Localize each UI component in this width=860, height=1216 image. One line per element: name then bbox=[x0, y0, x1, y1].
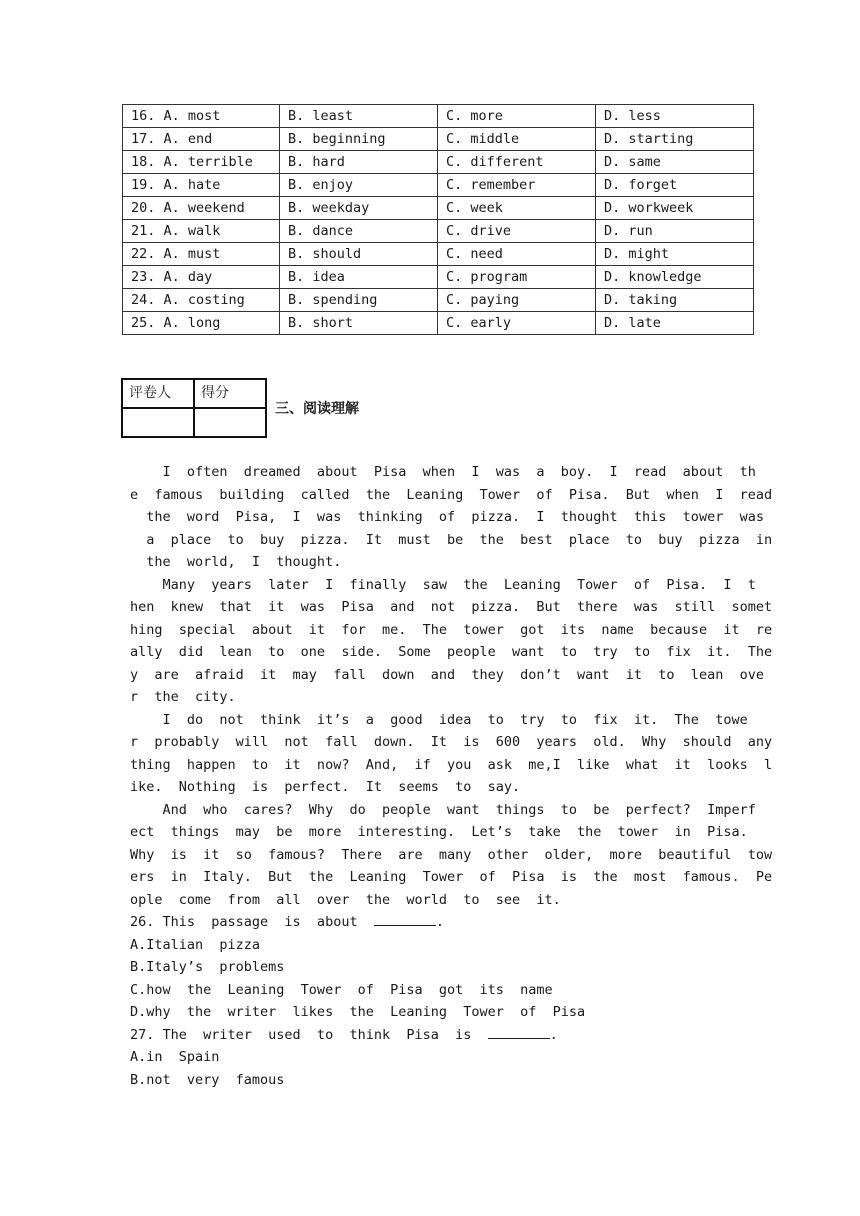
option-cell: C. week bbox=[438, 197, 596, 220]
option-cell: B. beginning bbox=[280, 128, 438, 151]
option-cell: B. weekday bbox=[280, 197, 438, 220]
passage-line: I do not think it’s a good idea to try to fix it. The towe bbox=[130, 711, 748, 728]
question-stem bbox=[130, 911, 730, 934]
table-row bbox=[123, 220, 754, 243]
table-row bbox=[123, 151, 754, 174]
option-cell: B. should bbox=[280, 243, 438, 266]
option-cell: D. might bbox=[596, 243, 754, 266]
answer-blank bbox=[488, 1024, 550, 1039]
passage-line: I often dreamed about Pisa when I was a boy. I read about th bbox=[130, 464, 756, 480]
option-cell: B. idea bbox=[280, 266, 438, 289]
option-cell: B. hard bbox=[280, 151, 438, 174]
answer-choice: A.in Spain bbox=[130, 1049, 220, 1065]
passage-line: Many years later I finally saw the Leaning Tower of Pisa. I t bbox=[130, 576, 756, 593]
answer-choice: A.Italian pizza bbox=[130, 936, 261, 953]
option-cell: D. less bbox=[596, 105, 754, 128]
option-cell: 17. A. end bbox=[123, 128, 280, 151]
passage-line: the word Pisa, I was thinking of pizza. I thought this tower was bbox=[130, 509, 764, 525]
score-label: 得分 bbox=[194, 379, 266, 408]
passage-line: hen knew that it was Pisa and not pizza. But there was still somet bbox=[130, 599, 773, 615]
options-table bbox=[122, 104, 754, 335]
option-cell: B. least bbox=[280, 105, 438, 128]
option-cell: B. short bbox=[280, 312, 438, 335]
option-cell: B. enjoy bbox=[280, 174, 438, 197]
section-title: 三、阅读理解 bbox=[275, 401, 359, 417]
option-cell: B. spending bbox=[280, 289, 438, 312]
table-row bbox=[123, 312, 754, 335]
option-cell: C. middle bbox=[438, 128, 596, 151]
option-cell: 23. A. day bbox=[123, 266, 280, 289]
option-cell: 24. A. costing bbox=[123, 289, 280, 312]
passage-line: ople come from all over the world to see it. bbox=[130, 891, 561, 908]
option-cell: D. knowledge bbox=[596, 266, 754, 289]
option-cell: D. late bbox=[596, 312, 754, 335]
passage-line: hing special about it for me. The tower got its name because it re bbox=[130, 621, 773, 638]
table-row bbox=[123, 289, 754, 312]
passage-line: y are afraid it may fall down and they don’t want it to lean ove bbox=[130, 666, 764, 683]
answer-blank bbox=[374, 911, 436, 926]
passage-line: ally did lean to one side. Some people want to try to fix it. The bbox=[130, 644, 773, 660]
reviewer-value bbox=[122, 408, 194, 437]
option-cell: 21. A. walk bbox=[123, 220, 280, 243]
passage-line: r probably will not fall down. It is 600 years old. Why should any bbox=[130, 734, 773, 750]
passage-line: ike. Nothing is perfect. It seems to say. bbox=[130, 779, 521, 795]
option-cell: C. drive bbox=[438, 220, 596, 243]
question-stem-end: . bbox=[549, 1026, 558, 1043]
reading-passage bbox=[130, 461, 773, 1091]
grader-value-row bbox=[122, 408, 266, 437]
option-cell: D. run bbox=[596, 220, 754, 243]
option-cell: 18. A. terrible bbox=[123, 151, 280, 174]
score-value bbox=[194, 408, 266, 437]
question-stem-end: . bbox=[435, 914, 444, 930]
grader-box bbox=[121, 378, 267, 438]
option-cell: C. need bbox=[438, 243, 596, 266]
options-table-body bbox=[123, 105, 754, 335]
option-cell: 20. A. weekend bbox=[123, 197, 280, 220]
option-cell: 25. A. long bbox=[123, 312, 280, 335]
answer-choice: B.Italy’s problems bbox=[130, 959, 285, 975]
passage-line: ect things may be more interesting. Let’s take the tower in Pisa. bbox=[130, 824, 748, 840]
table-row bbox=[123, 243, 754, 266]
option-cell: 16. A. most bbox=[123, 105, 280, 128]
passage-line: e famous building called the Leaning Tower of Pisa. But when I read bbox=[130, 486, 773, 503]
table-row bbox=[123, 266, 754, 289]
option-cell: D. same bbox=[596, 151, 754, 174]
table-row bbox=[123, 174, 754, 197]
answer-choice: D.why the writer likes the Leaning Tower of Pisa bbox=[130, 1004, 586, 1020]
question-stem-text: 27. The writer used to think Pisa is bbox=[130, 1026, 488, 1043]
option-cell: C. different bbox=[438, 151, 596, 174]
reviewer-label: 评卷人 bbox=[122, 379, 194, 408]
option-cell: C. remember bbox=[438, 174, 596, 197]
option-cell: D. taking bbox=[596, 289, 754, 312]
option-cell: C. early bbox=[438, 312, 596, 335]
passage-line: ers in Italy. But the Leaning Tower of Pisa is the most famous. Pe bbox=[130, 869, 773, 885]
option-cell: D. workweek bbox=[596, 197, 754, 220]
option-cell: 22. A. must bbox=[123, 243, 280, 266]
passage-line: Why is it so famous? There are many other older, more beautiful tow bbox=[130, 846, 773, 863]
option-cell: C. more bbox=[438, 105, 596, 128]
passage-line: And who cares? Why do people want things to be perfect? Imperf bbox=[130, 801, 756, 818]
option-cell: D. forget bbox=[596, 174, 754, 197]
passage-line: the world, I thought. bbox=[130, 554, 342, 570]
table-row bbox=[123, 105, 754, 128]
question-stem bbox=[130, 1024, 730, 1047]
passage-line: a place to buy pizza. It must be the best place to buy pizza in bbox=[130, 531, 773, 548]
question-stem-text: 26. This passage is about bbox=[130, 914, 374, 930]
table-row bbox=[123, 197, 754, 220]
passage-line: r the city. bbox=[130, 689, 236, 705]
option-cell: C. paying bbox=[438, 289, 596, 312]
option-cell: C. program bbox=[438, 266, 596, 289]
answer-choice: C.how the Leaning Tower of Pisa got its name bbox=[130, 981, 553, 998]
option-cell: D. starting bbox=[596, 128, 754, 151]
passage-line: thing happen to it now? And, if you ask me,I like what it looks l bbox=[130, 756, 773, 773]
grader-header-row bbox=[122, 379, 266, 408]
option-cell: 19. A. hate bbox=[123, 174, 280, 197]
answer-choice: B.not very famous bbox=[130, 1071, 285, 1088]
table-row bbox=[123, 128, 754, 151]
option-cell: B. dance bbox=[280, 220, 438, 243]
